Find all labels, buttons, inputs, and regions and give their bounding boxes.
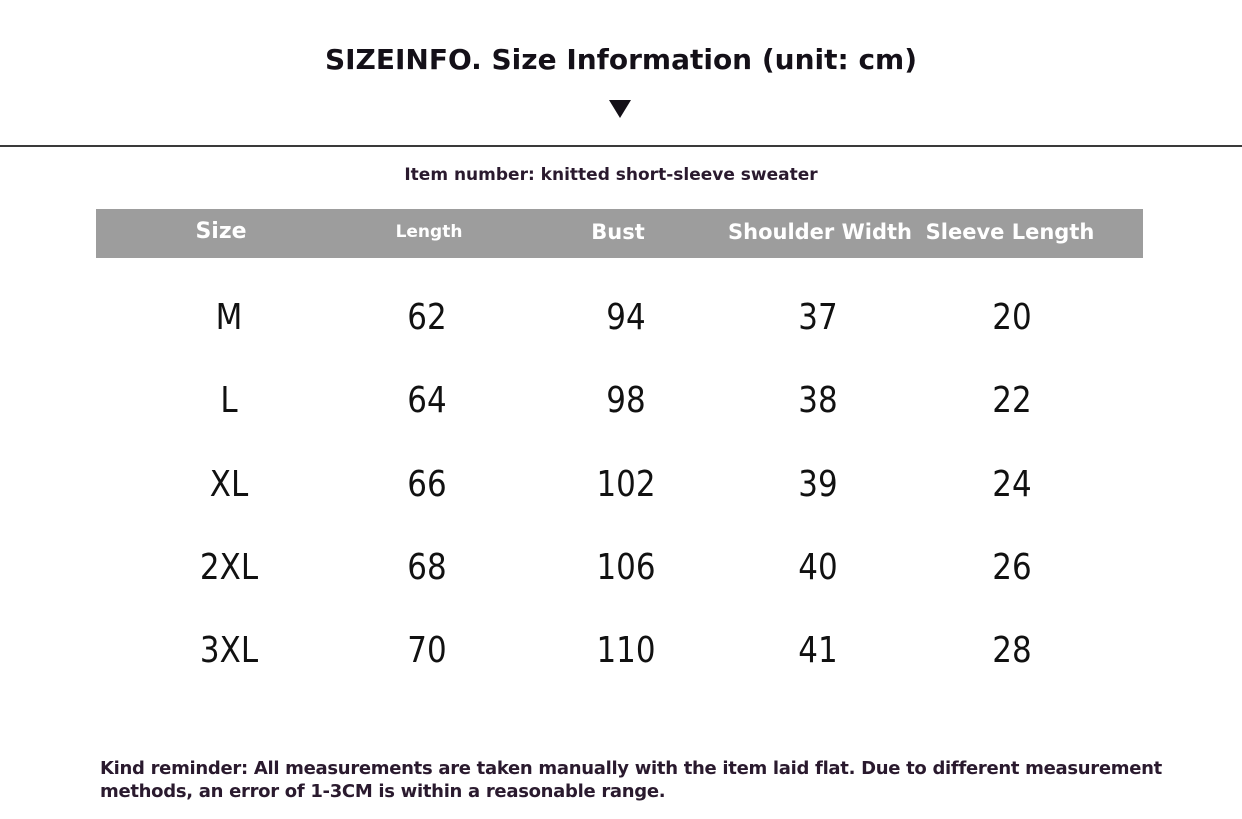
header-sleeve-length: Sleeve Length [925, 220, 1095, 244]
triangle-down-icon [609, 100, 631, 118]
table-row [0, 455, 1242, 515]
header-size: Size [195, 219, 247, 244]
header-shoulder-width: Shoulder Width [728, 220, 912, 244]
shoulder-cell: 38 [798, 380, 838, 421]
length-cell: 64 [407, 380, 447, 421]
bust-cell: 106 [596, 547, 656, 588]
size-cell: L [220, 380, 238, 421]
size-cell: 3XL [199, 630, 259, 671]
sleeve-cell: 26 [992, 547, 1032, 588]
header-length: Length [395, 222, 463, 242]
kind-reminder: Kind reminder: All measurements are taken manually with the item laid flat. Due to different measurement methods, an error of 1-3CM is within a reasonable range. [100, 758, 1162, 802]
length-cell: 62 [407, 297, 447, 338]
page-title: SIZEINFO. Size Information (unit: cm) [324, 43, 918, 76]
sleeve-cell: 24 [992, 464, 1032, 505]
bust-cell: 110 [596, 630, 656, 671]
size-cell: XL [209, 464, 249, 505]
size-cell: 2XL [199, 547, 259, 588]
length-cell: 68 [407, 547, 447, 588]
item-number: Item number: knitted short-sleeve sweater [404, 165, 818, 185]
bust-cell: 102 [596, 464, 656, 505]
sleeve-cell: 22 [992, 380, 1032, 421]
shoulder-cell: 41 [798, 630, 838, 671]
length-cell: 66 [407, 464, 447, 505]
bust-cell: 94 [606, 297, 646, 338]
shoulder-cell: 40 [798, 547, 838, 588]
table-row [0, 538, 1242, 598]
header-bust: Bust [591, 220, 645, 244]
size-cell: M [215, 297, 243, 338]
size-table-header [96, 209, 1143, 258]
shoulder-cell: 37 [798, 297, 838, 338]
length-cell: 70 [407, 630, 447, 671]
table-row [0, 621, 1242, 681]
table-row [0, 288, 1242, 348]
sleeve-cell: 20 [992, 297, 1032, 338]
table-row [0, 371, 1242, 431]
sleeve-cell: 28 [992, 630, 1032, 671]
divider [0, 145, 1242, 147]
shoulder-cell: 39 [798, 464, 838, 505]
bust-cell: 98 [606, 380, 646, 421]
